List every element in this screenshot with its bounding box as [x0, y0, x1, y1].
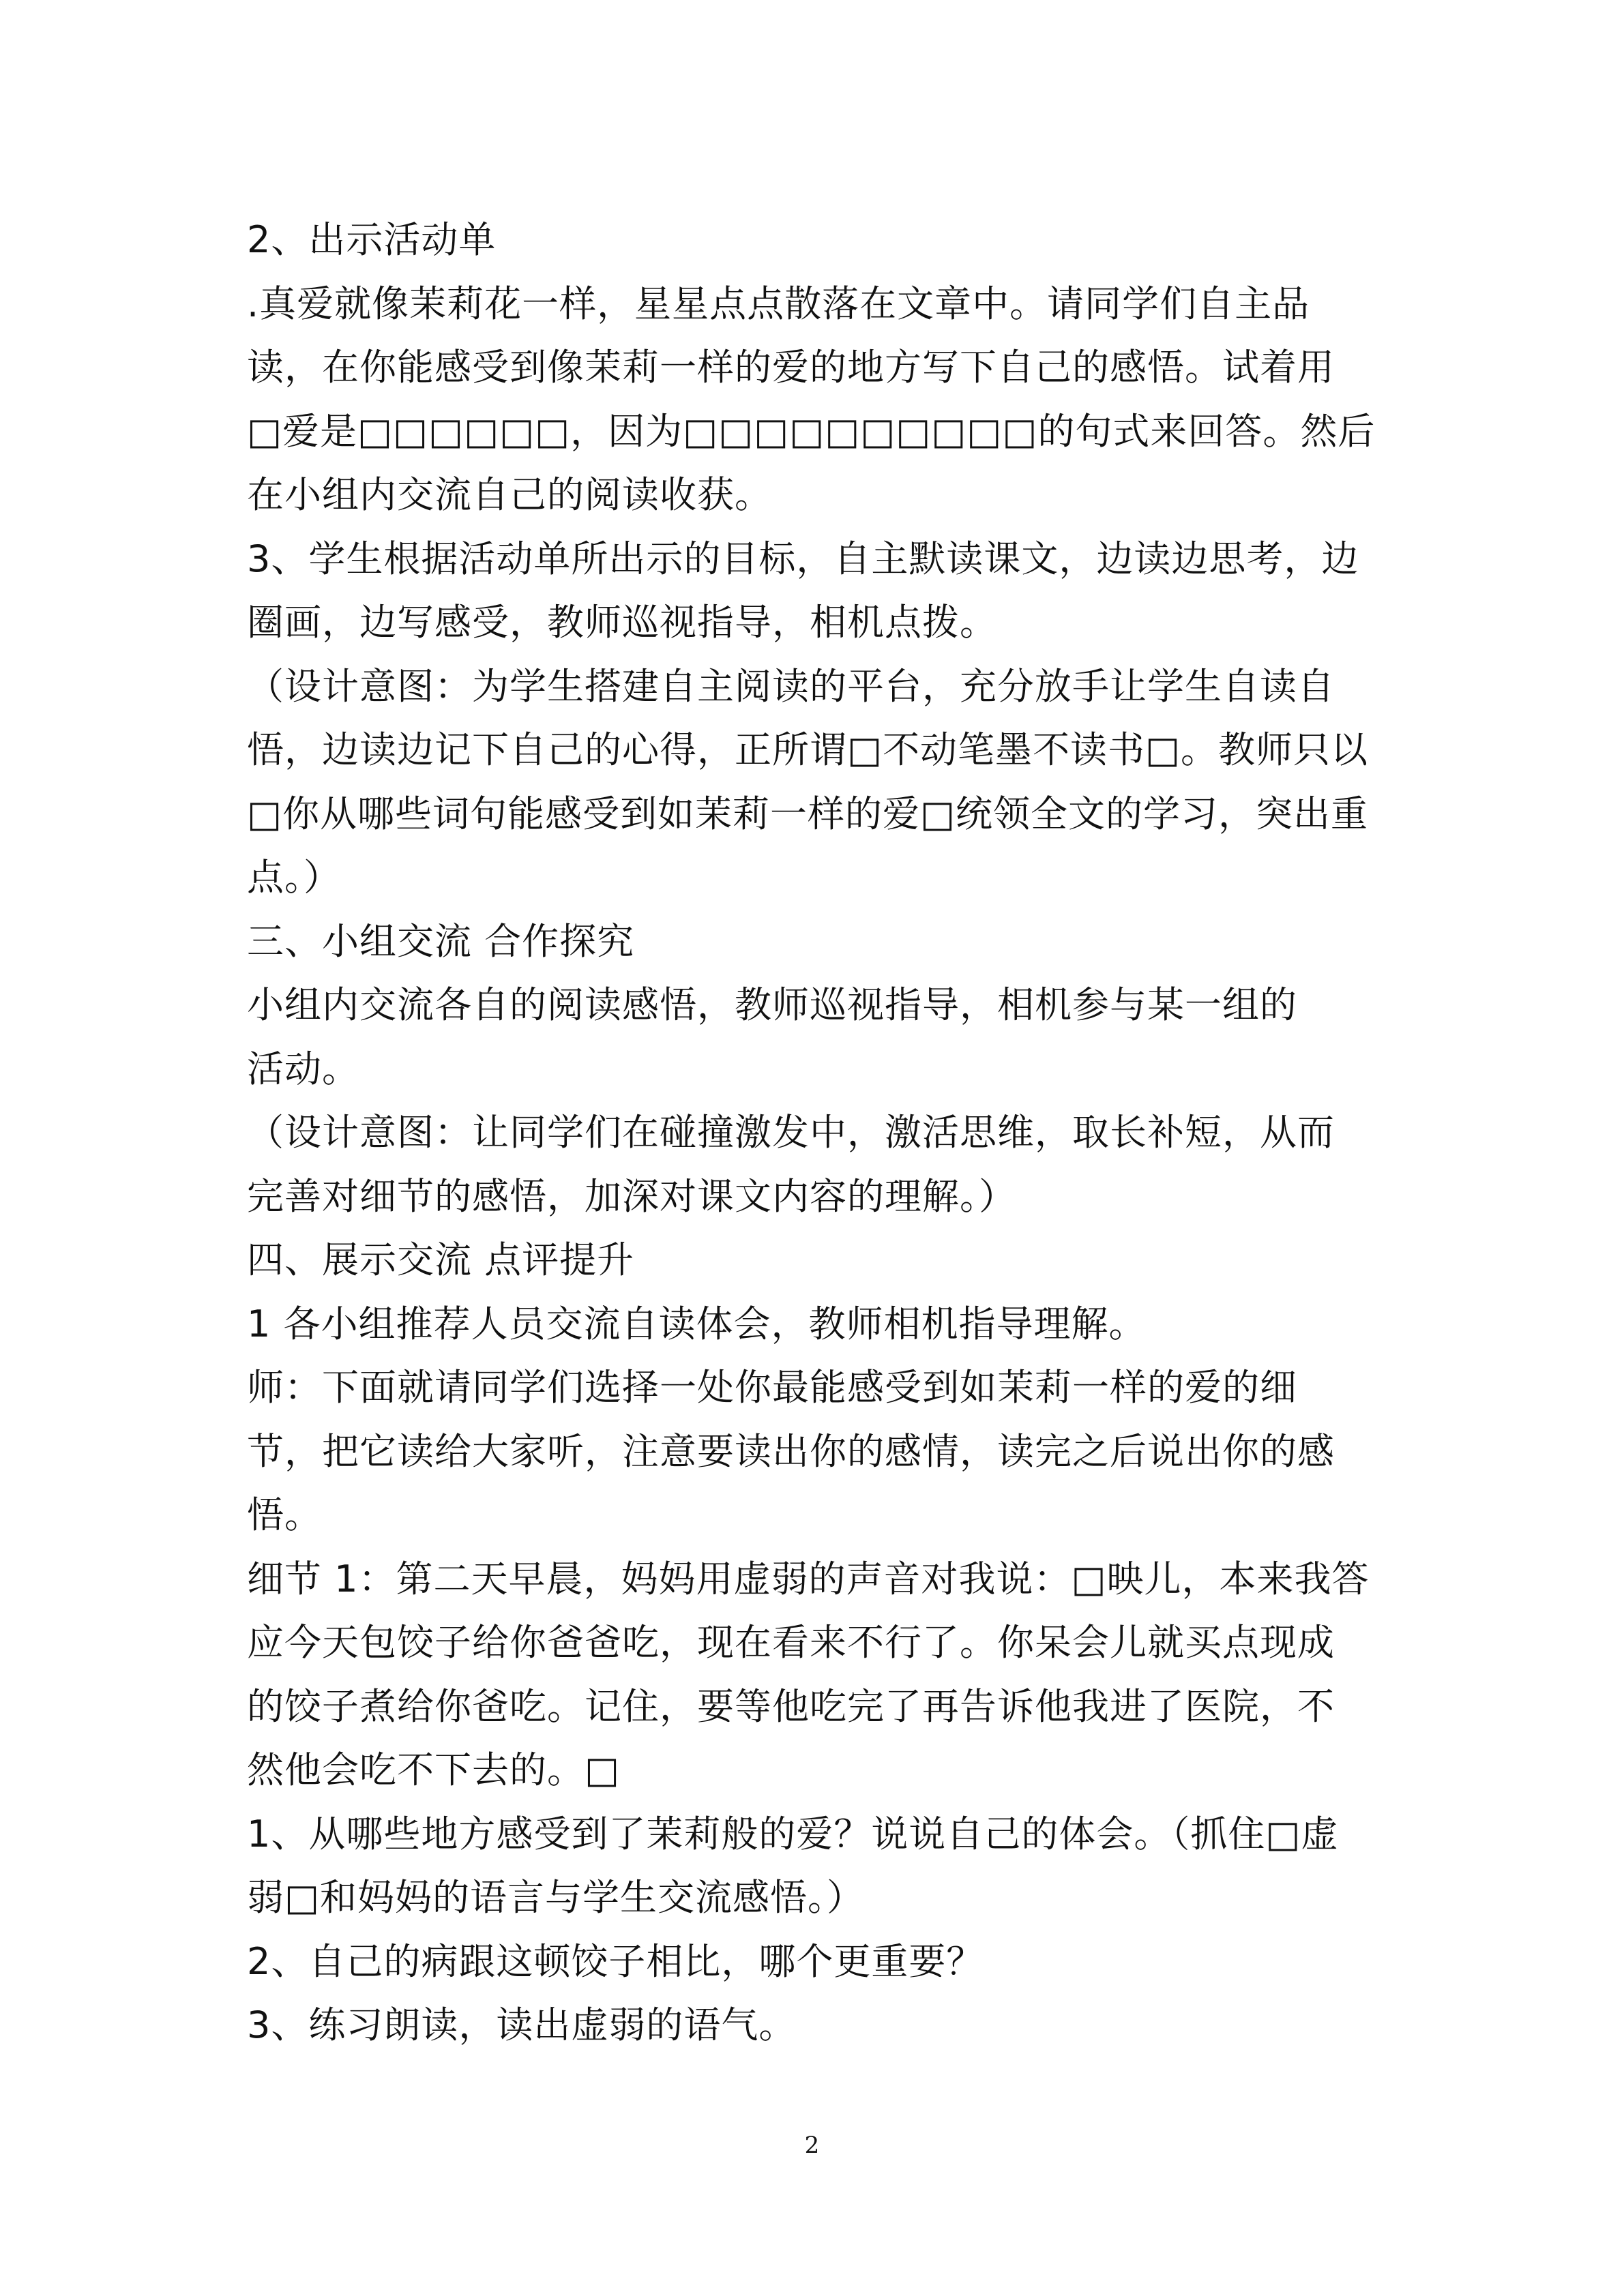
- text-line: 点。）: [247, 856, 341, 899]
- text-line: 1 各小组推荐人员交流自读体会，教师相机指导理解。: [247, 1302, 1147, 1345]
- text-line: 2、自己的病跟这顿饺子相比，哪个更重要？: [247, 1939, 984, 1983]
- text-line: 活动。: [247, 1047, 359, 1090]
- text-line: （设计意图：为学生搭建自主阅读的平台，充分放手让学生自读自: [247, 664, 1335, 708]
- text-line: 悟。: [247, 1493, 322, 1536]
- text-line: 四、展示交流 点评提升: [247, 1238, 635, 1281]
- text-line: .真爱就像茉莉花一样，星星点点散落在文章中。请同学们自主品: [247, 282, 1310, 325]
- text-line: 在小组内交流自己的阅读收获。: [247, 473, 772, 516]
- text-line: □爱是□□□□□□，因为□□□□□□□□□□的句式来回答。然后: [247, 409, 1376, 453]
- text-line: 悟，边读边记下自己的心得，正所谓□不动笔墨不读书□。教师只以: [247, 728, 1369, 771]
- text-line: 3、学生根据活动单所出示的目标，自主默读课文，边读边思考，边: [247, 537, 1359, 580]
- text-line: 师：下面就请同学们选择一处你最能感受到如茉莉一样的爱的细: [247, 1366, 1297, 1409]
- text-line: 圈画，边写感受，教师巡视指导，相机点拨。: [247, 601, 997, 644]
- text-line: 1、从哪些地方感受到了茉莉般的爱？说说自己的体会。（抓住□虚: [247, 1812, 1339, 1855]
- text-line: 细节 1：第二天早晨，妈妈用虚弱的声音对我说：□映儿，本来我答: [247, 1557, 1370, 1600]
- text-line: 节，把它读给大家听，注意要读出你的感情，读完之后说出你的感: [247, 1429, 1335, 1473]
- page-number: 2: [804, 2132, 820, 2159]
- text-line: 小组内交流各自的阅读感悟，教师巡视指导，相机参与某一组的: [247, 983, 1297, 1026]
- text-line: 弱□和妈妈的语言与学生交流感悟。）: [247, 1876, 865, 1919]
- text-line: 3、练习朗读，读出虚弱的语气。: [247, 2003, 797, 2046]
- document-body: [247, 208, 1379, 2057]
- text-line: 完善对细节的感悟，加深对课文内容的理解。）: [247, 1174, 1016, 1218]
- text-line: （设计意图：让同学们在碰撞激发中，激活思维，取长补短，从而: [247, 1111, 1335, 1154]
- text-line: 三、小组交流 合作探究: [247, 919, 635, 963]
- text-line: 读，在你能感受到像茉莉一样的爱的地方写下自己的感悟。试着用: [247, 346, 1335, 389]
- text-line: 应今天包饺子给你爸爸吃，现在看来不行了。你呆会儿就买点现成: [247, 1621, 1335, 1664]
- text-line: 2、出示活动单: [247, 218, 497, 261]
- text-line: 然他会吃不下去的。□: [247, 1748, 621, 1791]
- text-line: □你从哪些词句能感受到如茉莉一样的爱□统领全文的学习，突出重: [247, 792, 1369, 835]
- text-line: 的饺子煮给你爸吃。记住，要等他吃完了再告诉他我进了医院，不: [247, 1684, 1335, 1728]
